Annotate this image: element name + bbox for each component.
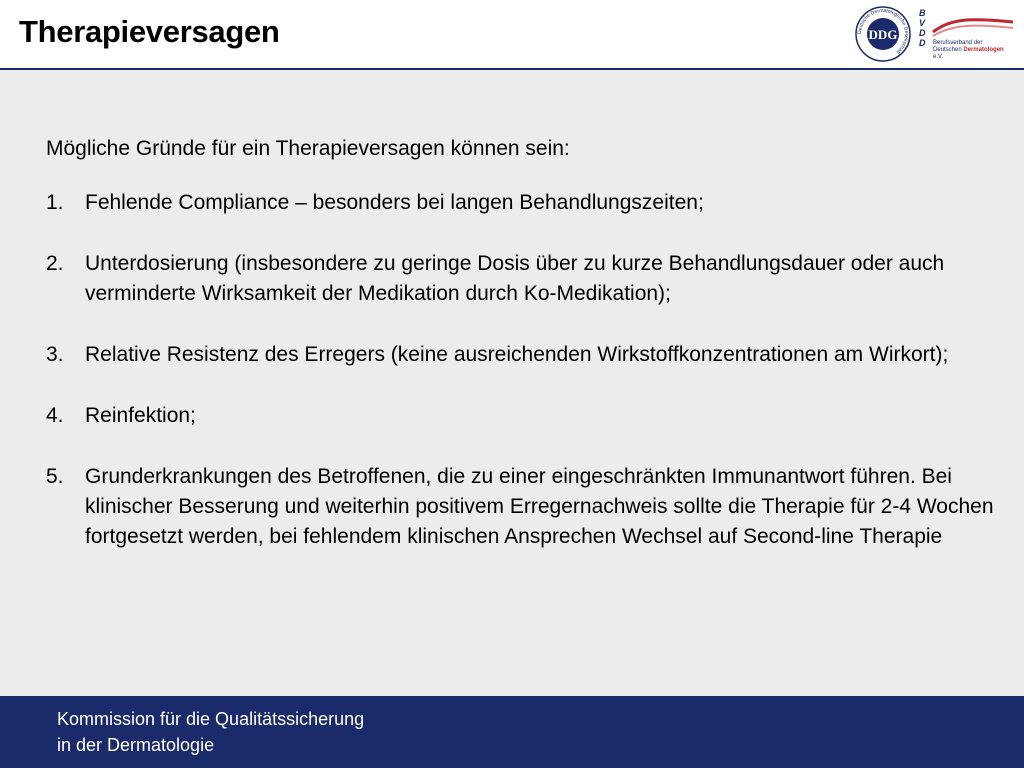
item-text: Unterdosierung (insbesondere zu geringe Dosis über zu kurze Behandlungsdauer oder auch verminderte Wirksamkeit der Medikation durch Ko-Medikation);	[85, 252, 945, 305]
item-text: Reinfektion;	[85, 404, 196, 427]
list-item	[46, 249, 1006, 309]
list-item	[46, 401, 1006, 431]
logo-group	[855, 6, 1015, 64]
reasons-list	[46, 188, 1006, 552]
list-item	[46, 340, 1006, 370]
item-number: 4.	[46, 404, 64, 427]
slide-header	[0, 0, 1024, 68]
item-text: Fehlende Compliance – besonders bei langen Behandlungszeiten;	[85, 191, 704, 214]
bvdd-logo	[919, 8, 1015, 64]
list-item	[46, 462, 1006, 552]
item-number: 1.	[46, 191, 64, 214]
ddg-ring-text: Deutsche Dermatologische Gesellschaft	[856, 7, 910, 55]
item-number: 3.	[46, 343, 64, 366]
footer-text	[57, 706, 364, 758]
bvdd-letters: B V D D	[919, 8, 926, 48]
item-text: Relative Resistenz des Erregers (keine ausreichenden Wirkstoffkonzentrationen am Wirkort);	[85, 343, 949, 366]
slide-body	[0, 70, 1024, 696]
slide-title: Therapieversagen	[19, 14, 280, 49]
footer-line-1: Kommission für die Qualitätssicherung	[57, 709, 365, 729]
intro-text: Mögliche Gründe für ein Therapieversagen können sein:	[46, 137, 570, 160]
bvdd-subtitle: Berufsverband der Deutschen Dermatologen e.V.	[933, 40, 1004, 60]
list-item	[46, 188, 1006, 218]
item-text: Grunderkrankungen des Betroffenen, die zu einer eingeschränkten Immunantwort führen. Bei klinischer Besserung und weiterhin positivem Erregernachweis sollte die Therapie für 2-4 Wochen fortgesetzt werden, bei fehlendem klinischen Ansprechen Wechsel auf Second-line Therapie	[85, 465, 994, 548]
ddg-logo	[855, 6, 911, 62]
ddg-logo-text: DDG	[868, 27, 898, 42]
bvdd-wave-icon	[931, 14, 1015, 38]
item-number: 5.	[46, 465, 64, 488]
item-number: 2.	[46, 252, 64, 275]
footer-line-2: in der Dermatologie	[57, 735, 215, 755]
slide-footer	[0, 696, 1024, 768]
